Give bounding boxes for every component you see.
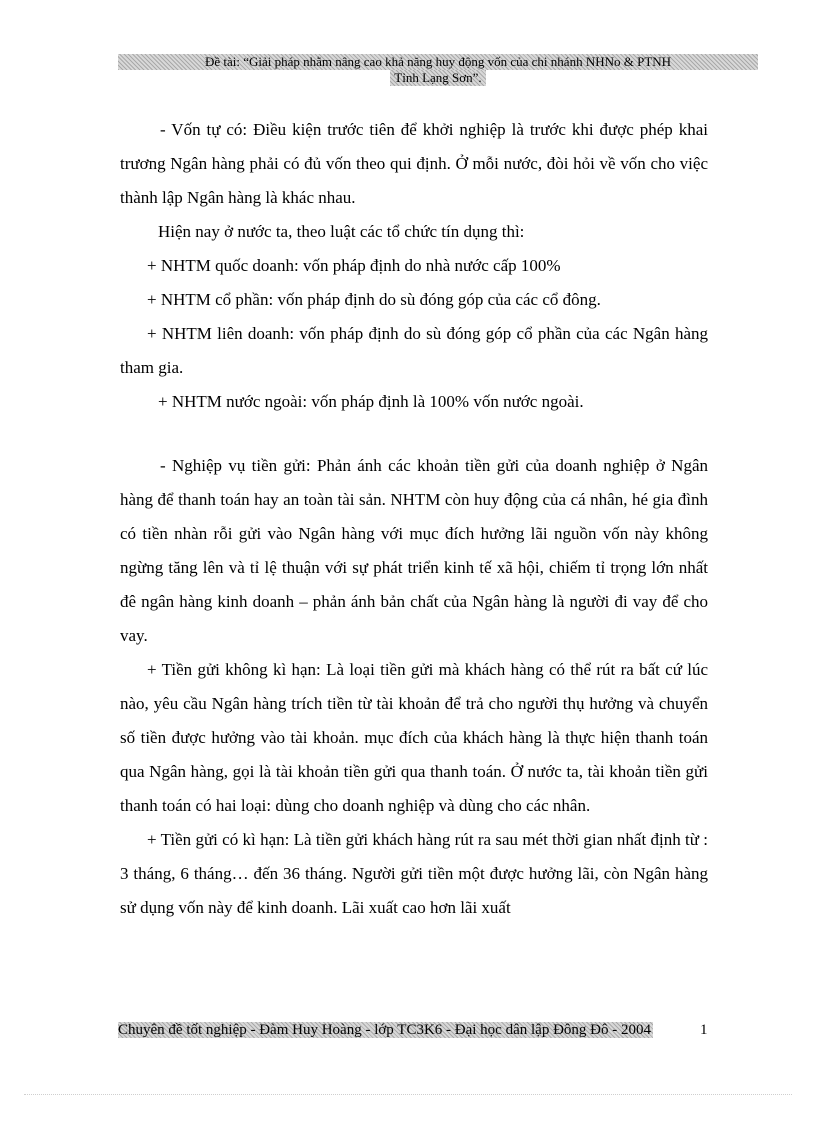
list-item-nuoc-ngoai: + NHTM nước ngoài: vốn pháp định là 100% vốn nước ngoài. [158,392,584,411]
header-line-2: Tỉnh Lạng Sơn”. [390,70,485,86]
paragraph-nghiep-vu-tien-gui: - Nghiệp vụ tiền gửi: Phản ánh các khoản tiền gửi của doanh nghiệp ở Ngân hàng để thanh toán hay an toàn tài sản. NHTM còn huy động của cá nhân, hé gia đình có tiền nhàn rỗi gửi vào Ngân hàng với mục đích hưởng lãi nguồn vốn này không ngừng tăng lên và tỉ lệ thuận với sự phát triển kinh tế xã hội, chiếm tỉ trọng lớn nhất đê ngân hàng kinh doanh – phản ánh bản chất của Ngân hàng là người đi vay để cho vay. [120,456,708,645]
page-footer [118,1021,663,1040]
paragraph-khong-ki-han: + Tiền gửi không kì hạn: Là loại tiền gửi mà khách hàng có thể rút ra bất cứ lúc nào, yêu cầu Ngân hàng trích tiền từ tài khoản để trả cho người thụ hưởng và chuyển số tiền được hưởng vào tài khoản. mục đích của khách hàng là thực hiện thanh toán qua Ngân hàng, gọi là tài khoản tiền gửi qua thanh toán. Ở nước ta, tài khoản tiền gửi thanh toán có hai loại: dùng cho doanh nghiệp và dùng cho các nhân. [120,660,708,815]
section-von-tu-co [120,113,708,419]
section-nghiep-vu-tien-gui [120,449,708,925]
header-line-1: Đề tài: “Giải pháp nhằm nâng cao khả năng huy động vốn của chi nhánh NHNo & PTNH [118,54,758,70]
page-header [118,54,758,86]
paragraph-hien-nay: Hiện nay ở nước ta, theo luật các tổ chức tín dụng thì: [158,222,525,241]
list-item-co-phan: + NHTM cổ phần: vốn pháp định do sù đóng góp của các cổ đông. [147,290,601,309]
list-item-lien-doanh: + NHTM liên doanh: vốn pháp định do sù đóng góp cổ phần của các Ngân hàng tham gia. [120,324,708,377]
paragraph-von-tu-co: - Vốn tự có: Điều kiện trước tiên để khởi nghiệp là trước khi được phép khai trương Ngân hàng phải có đủ vốn theo qui định. Ở mỗi nước, đòi hỏi về vốn cho việc thành lập Ngân hàng là khác nhau. [120,120,708,207]
page-number: 1 [700,1022,708,1038]
footer-text: Chuyên đề tốt nghiệp - Đàm Huy Hoàng - lớp TC3K6 - Đại học dân lập Đông Đô - 2004 [118,1022,651,1038]
list-item-quoc-doanh: + NHTM quốc doanh: vốn pháp định do nhà nước cấp 100% [147,256,561,275]
paragraph-co-ki-han: + Tiền gửi có kì hạn: Là tiền gửi khách hàng rút ra sau mét thời gian nhất định từ : 3 tháng, 6 tháng… đến 36 tháng. Người gửi tiền một được hưởng lãi, còn Ngân hàng sử dụng vốn này để kinh doanh. Lãi xuất cao hơn lãi xuất [120,830,708,917]
page-boundary-divider [24,1094,792,1095]
